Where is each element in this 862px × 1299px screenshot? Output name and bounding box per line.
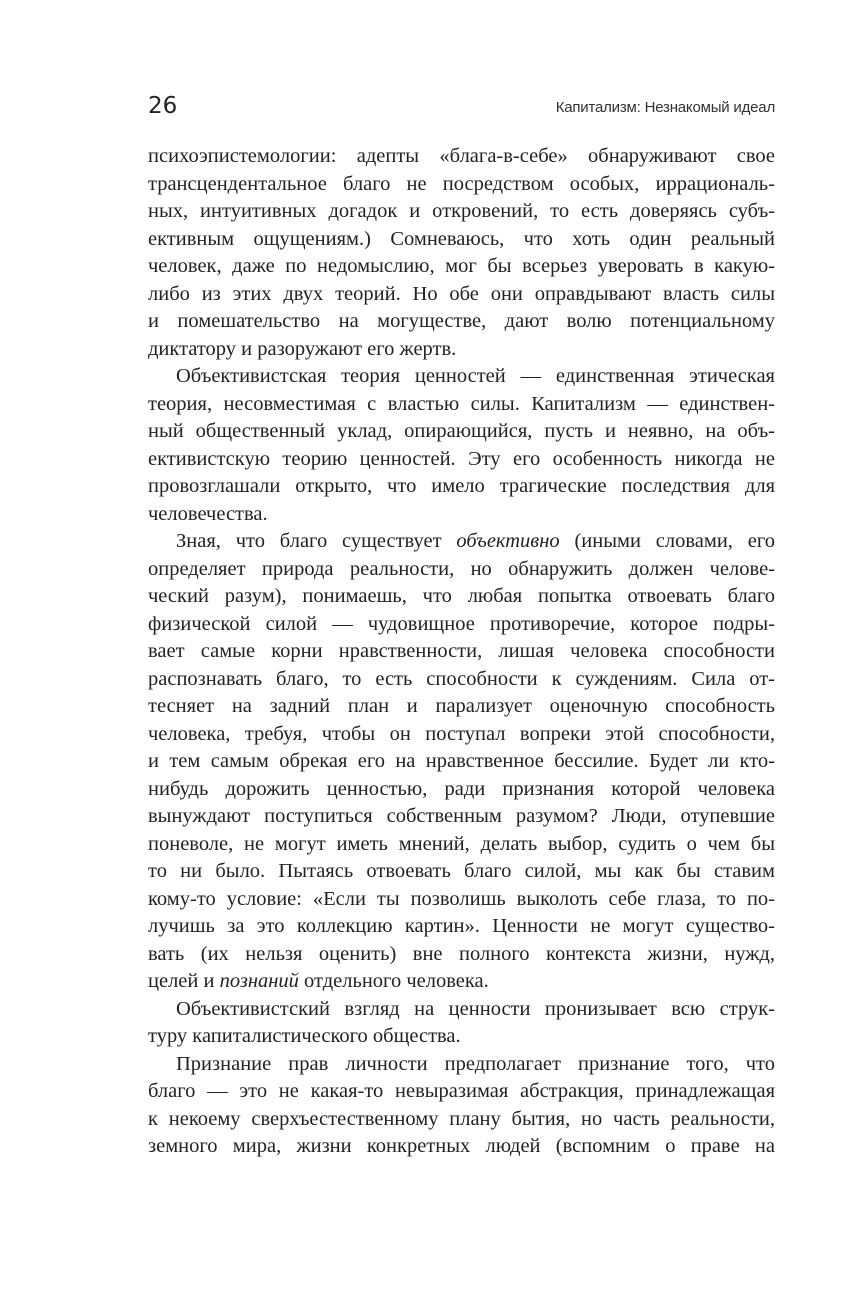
text-line: психоэпистемологии: адепты «блага-в-себе» обнаруживают свое — [148, 145, 775, 167]
italic-emphasis: объективно — [456, 530, 560, 552]
text-line: трансцендентальное благо не посредством особых, иррациональ- — [148, 172, 775, 195]
body-text — [148, 143, 775, 1161]
text-line: земного мира, жизни конкретных людей (вспомним о праве на — [148, 1135, 775, 1157]
text-line: ческий разум), понимаешь, что любая попытка отвоевать благо — [148, 585, 775, 607]
text-line: ных, интуитивных догадок и откровений, то есть доверяясь субъ- — [148, 200, 775, 222]
text-line: Объективистская теория ценностей — единственная этическая — [176, 365, 775, 387]
text-line: физической силой — чудовищное противоречие, которое подры- — [148, 612, 775, 635]
text-line: ективным ощущениям.) Сомневаюсь, что хоть один реальный — [148, 227, 775, 250]
text-line: теория, несовместимая с властью силы. Капитализм — единствен- — [148, 392, 775, 415]
text-line: провозглашали открыто, что имело трагические последствия для — [148, 475, 775, 497]
running-head: Капитализм: Незнакомый идеал — [555, 99, 775, 116]
text-line: человека, требуя, чтобы он поступал вопреки этой способности, — [148, 722, 775, 745]
text-line: ективистскую теорию ценностей. Эту его особенность никогда не — [148, 447, 775, 470]
text-line: туру капиталистического общества. — [148, 1025, 461, 1047]
text-line — [148, 528, 775, 556]
text-line: Признание прав личности предполагает признание того, что — [176, 1052, 775, 1075]
text-segment: отдельного человека. — [298, 970, 489, 992]
text-line: ный общественный уклад, опирающийся, пусть и неявно, на объ- — [148, 420, 775, 442]
text-line: лучишь за это коллекцию картин». Ценности не могут существо- — [148, 915, 775, 937]
text-line: диктатору и разоружают его жертв. — [148, 337, 457, 360]
text-line: тесняет на задний план и парализует оценочную способность — [148, 695, 775, 717]
text-line: кому-то условие: «Если ты позволишь выколоть себе глаза, то по- — [148, 887, 775, 910]
text-line: вает самые корни нравственности, лишая человека способности — [148, 640, 775, 662]
text-line: человечества. — [148, 502, 268, 525]
text-line: распознавать благо, то есть способности к суждениям. Сила от- — [148, 667, 775, 690]
text-line: благо — это не какая-то невыразимая абстракция, принадлежащая — [148, 1080, 775, 1102]
italic-emphasis: познаний — [219, 970, 299, 992]
text-line: и помешательство на могуществе, дают волю потенциальному — [148, 310, 775, 332]
text-line: определяет природа реальности, но обнаружить должен челове- — [148, 557, 775, 580]
text-line: поневоле, не могут иметь мнений, делать выбор, судить о чем бы — [148, 832, 775, 855]
text-line: нибудь дорожить ценностью, ради признания которой человека — [148, 777, 775, 800]
text-line: либо из этих двух теорий. Но обе они оправдывают власть силы — [148, 282, 775, 305]
text-segment: целей и — [148, 970, 220, 992]
text-segment: Зная, что благо существует — [176, 530, 457, 552]
text-line: то ни было. Пытаясь отвоевать благо силой, мы как бы ставим — [148, 860, 775, 882]
text-line: и тем самым обрекая его на нравственное бессилие. Будет ли кто- — [148, 750, 775, 772]
text-line: вынуждают поступиться собственным разумом? Люди, отупевшие — [148, 805, 775, 827]
text-line: к некоему сверхъестественному плану бытия, но часть реальности, — [148, 1107, 775, 1130]
text-line — [148, 968, 775, 996]
text-line: Объективистский взгляд на ценности пронизывает всю струк- — [176, 997, 775, 1020]
text-line: человек, даже по недомыслию, мог бы всерьез уверовать в какую- — [148, 255, 775, 277]
page-number: 26 — [148, 93, 178, 119]
text-line: вать (их нельзя оценить) вне полного контекста жизни, нужд, — [148, 942, 775, 965]
text-segment: (иными словами, его — [559, 530, 775, 552]
